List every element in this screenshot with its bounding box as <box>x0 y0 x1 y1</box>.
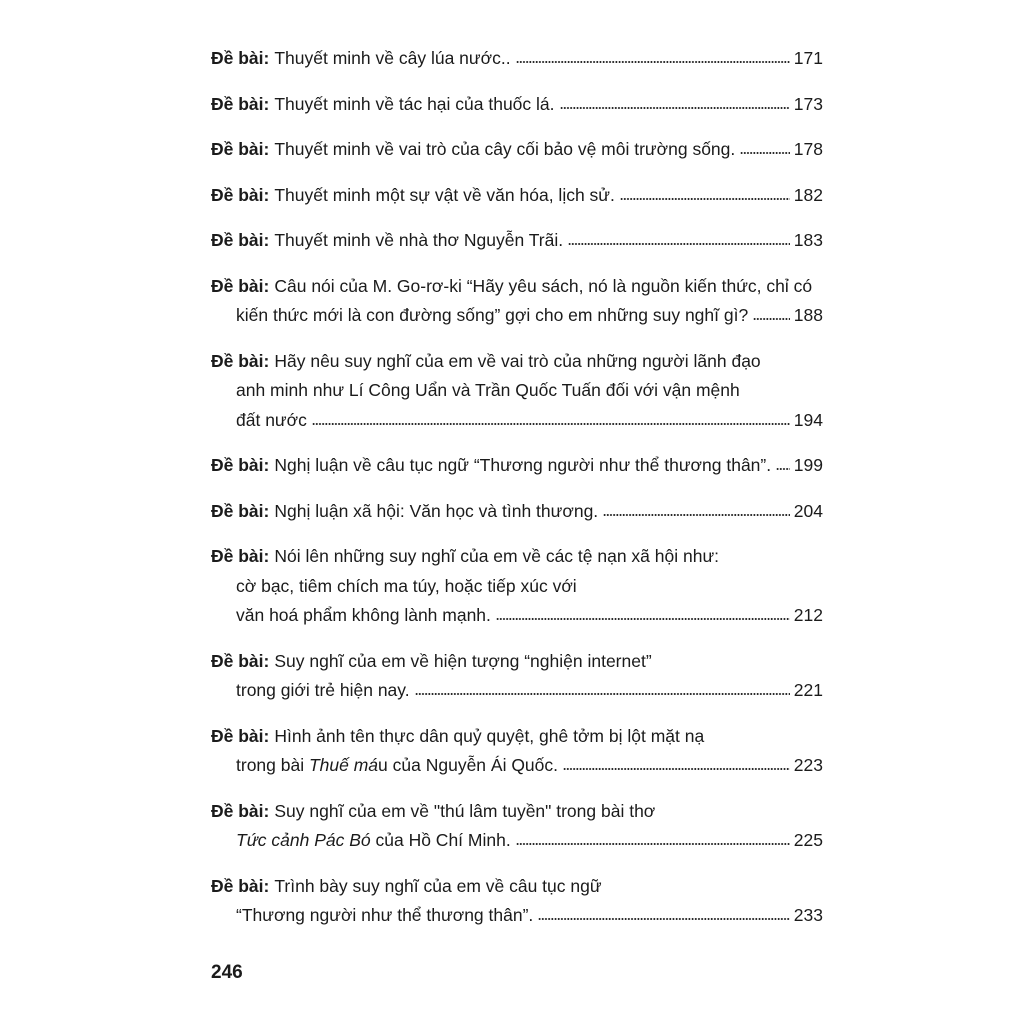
entry-page-number: 212 <box>793 605 823 625</box>
dot-leader <box>415 693 790 695</box>
toc-entry-line <box>211 872 823 902</box>
entry-page-number: 223 <box>793 755 823 775</box>
dot-leader <box>563 768 790 770</box>
toc-entry <box>211 90 823 120</box>
toc-entry-line <box>211 901 823 931</box>
toc-entry-line <box>211 751 823 781</box>
toc-entry <box>211 451 823 481</box>
entry-page-number: 171 <box>793 48 823 68</box>
entry-text: trong bài Thuế máu của Nguyễn Ái Quốc. <box>236 755 559 775</box>
entry-label: Đề bài: <box>211 184 270 205</box>
toc-entry <box>211 272 823 331</box>
entry-page-number: 199 <box>793 455 823 475</box>
toc-entry-line <box>211 647 823 677</box>
dot-leader <box>516 843 790 845</box>
entry-label: Đề bài: <box>211 230 270 250</box>
toc-entry-line <box>211 301 823 331</box>
entry-page-number: 221 <box>793 680 823 700</box>
toc-entry-line <box>211 90 823 120</box>
dot-leader <box>568 243 790 245</box>
entry-text: Thuyết minh về cây lúa nước.. <box>274 48 511 68</box>
dot-leader <box>753 318 790 320</box>
entry-text: văn hoá phẩm không lành mạnh. <box>236 605 491 625</box>
entry-page-number: 173 <box>793 93 823 114</box>
entry-page-number: 188 <box>793 305 823 325</box>
dot-leader <box>620 198 790 200</box>
dot-leader <box>776 468 790 470</box>
entry-text: Hãy nêu suy nghĩ của em về vai trò của những người lãnh đạo <box>274 350 761 371</box>
entry-text: Thuyết minh một sự vật về văn hóa, lịch sử. <box>274 184 615 205</box>
dot-leader <box>740 152 790 154</box>
entry-text: đất nước <box>236 409 307 430</box>
toc-entry-line <box>211 135 823 165</box>
entry-text: Nghị luận về câu tục ngữ “Thương người như thể thương thân”. <box>274 455 772 475</box>
toc-entry <box>211 347 823 436</box>
dot-leader <box>603 514 790 516</box>
toc-entry-line <box>211 572 823 602</box>
toc-entry-line <box>211 722 823 752</box>
entry-label: Đề bài: <box>211 500 270 521</box>
toc-entry-line <box>211 226 823 256</box>
entry-text: Thuyết minh về tác hại của thuốc lá. <box>274 93 555 114</box>
toc-entry <box>211 647 823 706</box>
entry-page-number: 225 <box>793 830 823 850</box>
entry-text: kiến thức mới là con đường sống” gợi cho em những suy nghĩ gì? <box>236 305 749 325</box>
entry-text: “Thương người như thể thương thân”. <box>236 905 534 925</box>
toc-entry-line <box>211 601 823 631</box>
entry-text: Suy nghĩ của em về hiện tượng “nghiện internet” <box>274 650 652 671</box>
toc-entry-line <box>211 272 823 302</box>
toc-entry-line <box>211 347 823 377</box>
entry-label: Đề bài: <box>211 875 270 896</box>
entry-text: trong giới trẻ hiện nay. <box>236 680 410 700</box>
toc-entry-line <box>211 406 823 436</box>
toc-entry <box>211 181 823 211</box>
toc-entry-line <box>211 542 823 572</box>
toc-entry-line <box>211 497 823 527</box>
entry-label: Đề bài: <box>211 455 270 475</box>
toc-entry <box>211 722 823 781</box>
entry-page-number: 183 <box>793 230 823 250</box>
entry-label: Đề bài: <box>211 725 270 746</box>
toc-entry <box>211 497 823 527</box>
entry-text: Câu nói của M. Go-rơ-ki “Hãy yêu sách, nó là nguồn kiến thức, chỉ có <box>274 275 813 296</box>
entry-text: Hình ảnh tên thực dân quỷ quyệt, ghê tởm bị lột mặt nạ <box>274 725 705 746</box>
page-number: 246 <box>211 962 243 983</box>
entry-label: Đề bài: <box>211 350 270 371</box>
toc-entry-line <box>211 797 823 827</box>
dot-leader <box>560 107 790 109</box>
entry-page-number: 233 <box>793 905 823 925</box>
dot-leader <box>538 918 790 920</box>
entry-text: cờ bạc, tiêm chích ma túy, hoặc tiếp xúc với <box>236 575 577 596</box>
entry-page-number: 182 <box>793 184 823 205</box>
table-of-contents <box>211 44 823 931</box>
entry-label: Đề bài: <box>211 139 270 159</box>
toc-entry-line <box>211 44 823 74</box>
entry-text: Tức cảnh Pác Bó của Hồ Chí Minh. <box>236 830 511 850</box>
entry-text: Trình bày suy nghĩ của em về câu tục ngữ <box>274 875 602 896</box>
entry-label: Đề bài: <box>211 800 270 821</box>
entry-text: Suy nghĩ của em về "thú lâm tuyền" trong bài thơ <box>274 800 656 821</box>
dot-leader <box>496 618 790 620</box>
entry-page-number: 194 <box>793 409 823 430</box>
toc-entry-line <box>211 826 823 856</box>
entry-label: Đề bài: <box>211 546 270 566</box>
toc-entry <box>211 226 823 256</box>
toc-entry <box>211 44 823 74</box>
entry-label: Đề bài: <box>211 650 270 671</box>
entry-text: Nói lên những suy nghĩ của em về các tệ nạn xã hội như: <box>274 546 720 566</box>
toc-entry <box>211 135 823 165</box>
entry-page-number: 178 <box>793 139 823 159</box>
entry-text: Thuyết minh về vai trò của cây cối bảo vệ môi trường sống. <box>274 139 736 159</box>
toc-entry-line <box>211 376 823 406</box>
entry-text: Nghị luận xã hội: Văn học và tình thương. <box>274 500 599 521</box>
entry-label: Đề bài: <box>211 275 270 296</box>
entry-text: anh minh như Lí Công Uẩn và Trần Quốc Tuấn đối với vận mệnh <box>236 380 740 400</box>
toc-entry-line <box>211 181 823 211</box>
toc-entry-line <box>211 676 823 706</box>
dot-leader <box>312 423 790 425</box>
toc-entry <box>211 797 823 856</box>
dot-leader <box>516 61 790 63</box>
entry-text: Thuyết minh về nhà thơ Nguyễn Trãi. <box>274 230 564 250</box>
entry-page-number: 204 <box>793 500 823 521</box>
entry-label: Đề bài: <box>211 93 270 114</box>
toc-entry-line <box>211 451 823 481</box>
toc-entry <box>211 872 823 931</box>
entry-label: Đề bài: <box>211 48 270 68</box>
toc-entry <box>211 542 823 631</box>
